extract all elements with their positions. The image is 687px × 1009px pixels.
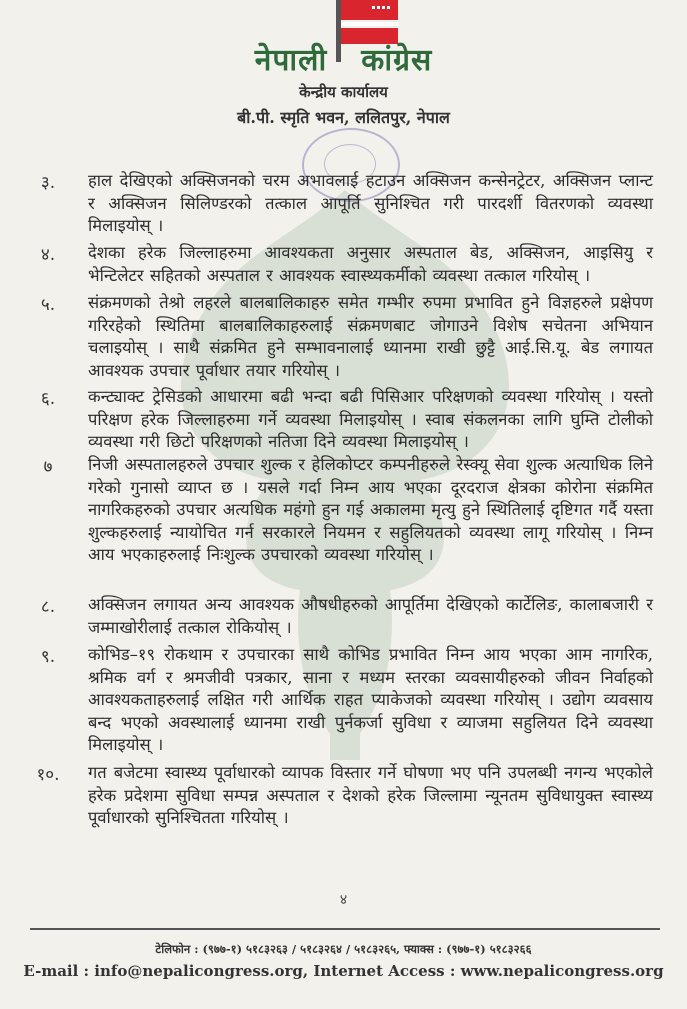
item-text: कोभिड–१९ रोकथाम र उपचारका साथै कोभिड प्रभावित निम्न आय भएका आम नागरिक, श्रमिक वर्ग र श्रमजीवी पत्रकार, साना र मध्यम स्तरका व्यवसायीहरुको जीवन निर्वाहको आवश्यकताहरुलाई लक्षित गरी आर्थिक राहत प्याकेजको व्यवस्था गरियोस् । उद्योग व्यवसाय बन्द भएको अवस्थालाई ध्यानमा राखी पुर्नकर्जा सुविधा र व्याजमा सहुलियत दिने व्यवस्था मिलाइयोस् ।: [88, 645, 653, 754]
item-number: ५.: [40, 295, 56, 315]
org-name-left: नेपाली: [254, 43, 328, 78]
item-number: ६.: [40, 389, 56, 409]
item-text: हाल देखिएको अक्सिजनको चरम अभावलाई हटाउन अक्सिजन कन्सेनट्रेटर, अक्सिजन प्लान्ट र अक्सिजन सिलिण्डरको तत्काल आपूर्ति सुनिश्चित गरी पारदर्शी वितरणको व्यवस्था मिलाइयोस् ।: [88, 171, 653, 235]
org-name: [0, 38, 687, 79]
footer-divider: [30, 928, 660, 930]
item-text: संक्रमणको तेश्रो लहरले बालबालिकाहरु समेत गम्भीर रुपमा प्रभावित हुने विज्ञहरुले प्रक्षेपण गरिरहेको स्थितिमा बालबालिकाहरुलाई संक्रमणबाट जोगाउने विशेष सचेतना अभियान चलाइयोस् । साथै संक्रमित हुने सम्भावनालाई ध्यानमा राखी छुट्टै आई.सि.यू. बेड लगायत आवश्यक उपचार पूर्वाधार तयार गरियोस् ।: [88, 293, 653, 380]
item-text: अक्सिजन लगायत अन्य आवश्यक औषधीहरुको आपूर्तिमा देखिएको कार्टेलिङ, कालाबजारी र जम्माखोरीलाई तत्काल रोकियोस् ।: [88, 595, 653, 637]
footer-phone: टेलिफोन : (९७७-१) ५१८३२६३ / ५१८३२६४ / ५१८३२६५, फ्याक्स : (९७७-१) ५१८३२६६: [155, 942, 532, 956]
item-number: ९.: [40, 647, 56, 667]
org-name-right: कांग्रेस: [361, 43, 433, 78]
item-number: ४.: [40, 245, 56, 265]
footer-email: E-mail : info@nepalicongress.org, Internet Access : www.nepalicongress.org: [23, 962, 664, 980]
item-text: निजी अस्पतालहरुले उपचार शुल्क र हेलिकोप्टर कम्पनीहरुले रेस्क्यू सेवा शुल्क अत्याधिक लिने गरेको गुनासो व्याप्त छ । यसले गर्दा निम्न आय भएका दूरदराज क्षेत्रका कोरोना संक्रमित नागरिकहरुको उपचार अत्यधिक महंगो हुन गई अकालमा मृत्यु हुने स्थितिलाई दृष्टिगत गर्दै यस्ता शुल्कहरुलाई न्यायोचित गर्न सरकारले नियमन र सहुलियतको व्यवस्था लागू गरियोस् । निम्न आय भएकाहरुलाई निःशुल्क उपचारको व्यवस्था गरियोस् ।: [88, 455, 653, 564]
item-number: ८.: [40, 597, 56, 617]
page-number: ४: [339, 892, 348, 908]
item-text: कन्ट्याक्ट ट्रेसिडको आधारमा बढी भन्दा बढी पिसिआर परिक्षणको व्यवस्था गरियोस् । यस्तो परिक्षण हरेक जिल्लाहरुमा गर्ने व्यवस्था मिलाइयोस् । स्वाब संकलनका लागि घुम्ति टोलीको व्यवस्था गरी छिटो परिक्षणको नतिजा दिने व्यवस्था मिलाइयोस् ।: [88, 387, 654, 451]
item-number: १०.: [36, 765, 60, 785]
item-text: देशका हरेक जिल्लाहरुमा आवश्यकता अनुसार अस्पताल बेड, अक्सिजन, आइसियु र भेन्टिलेटर सहितको अस्पताल र आवश्यक स्वास्थ्यकर्मीको व्यवस्था तत्काल गरियोस् ।: [88, 243, 653, 285]
item-number: ७: [43, 457, 53, 477]
office-name: केन्द्रीय कार्यालय: [299, 83, 388, 101]
item-number: ३.: [40, 173, 56, 193]
office-address: बी.पी. स्मृति भवन, ललितपुर, नेपाल: [237, 108, 450, 127]
item-text: गत बजेटमा स्वास्थ्य पूर्वाधारको व्यापक विस्तार गर्ने घोषणा भए पनि उपलब्धी नगन्य भएकोले हरेक प्रदेशमा सुविधा सम्पन्न अस्पताल र देशको हरेक जिल्लामा न्यूनतम सुविधायुक्त स्वास्थ्य पूर्वाधारको सुनिश्चितता गरियोस् ।: [88, 763, 653, 827]
